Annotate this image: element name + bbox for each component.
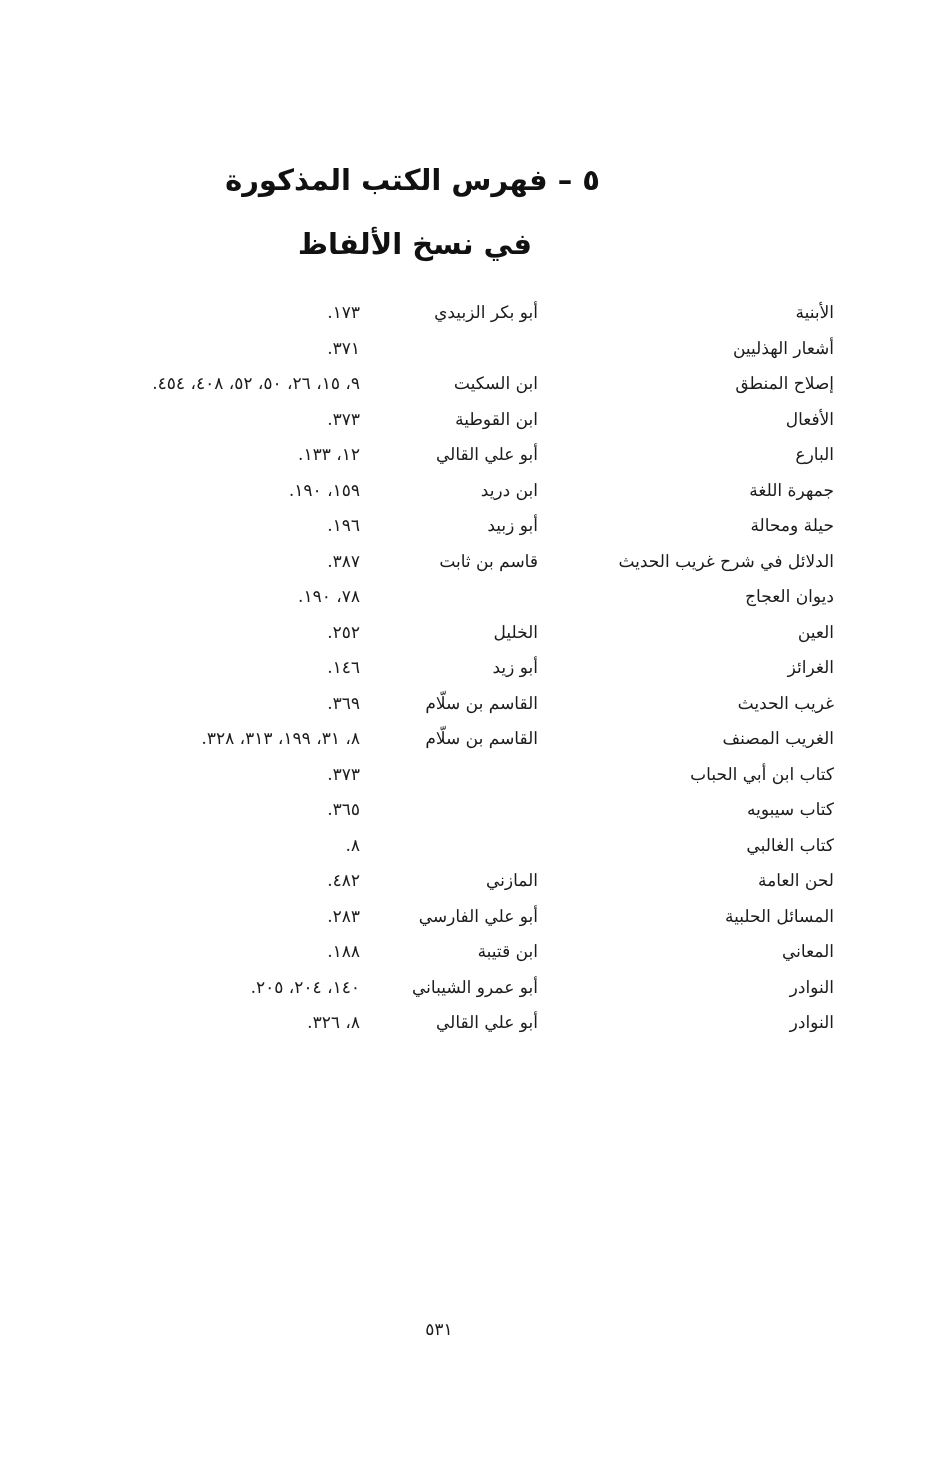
page-references: ١٤٠، ٢٠٤، ٢٠٥.	[250, 977, 360, 998]
book-author: أبو زبيد	[487, 516, 538, 536]
book-title: الأفعال	[785, 409, 834, 430]
page-references: ١٢، ١٣٣.	[298, 445, 360, 465]
book-title: المعاني	[781, 942, 834, 962]
book-title: البارع	[795, 445, 834, 465]
index-row	[0, 795, 938, 831]
page-references: ٣٦٩.	[327, 693, 360, 714]
index-row	[0, 902, 938, 938]
book-title: الغريب المصنف	[722, 729, 834, 749]
index-row	[0, 405, 938, 441]
book-author: الخليل	[493, 622, 538, 643]
index-row	[0, 1008, 938, 1044]
index-row	[0, 511, 938, 547]
page-references: ٢٨٣.	[327, 906, 360, 927]
book-title: الدلائل في شرح غريب الحديث	[618, 551, 834, 572]
index-row	[0, 582, 938, 618]
section-title: ٥ – فهرس الكتب المذكورة	[225, 163, 600, 197]
book-title: جمهرة اللغة	[749, 480, 834, 501]
book-author: قاسم بن ثابت	[439, 551, 538, 572]
book-title: كتاب سيبويه	[747, 800, 834, 820]
index-row	[0, 369, 938, 405]
page-references: ١٥٩، ١٩٠.	[288, 480, 360, 501]
page-references: ٧٨، ١٩٠.	[298, 587, 360, 607]
book-author: القاسم بن سلّام	[425, 729, 538, 749]
book-title: كتاب ابن أبي الحباب	[690, 764, 834, 785]
book-title: ديوان العجاج	[745, 587, 834, 607]
page-references: ٨، ٣٢٦.	[307, 1013, 360, 1033]
book-author: المازني	[485, 871, 538, 891]
index-row	[0, 440, 938, 476]
book-title: حيلة ومحالة	[750, 516, 834, 536]
page-references: ٣٨٧.	[327, 551, 360, 572]
index-row	[0, 618, 938, 654]
book-title: أشعار الهذليين	[732, 338, 834, 359]
page-number: ٥٣١	[425, 1320, 453, 1340]
book-author: أبو زيد	[492, 658, 538, 678]
page-references: ٨، ٣١، ١٩٩، ٣١٣، ٣٢٨.	[201, 729, 360, 749]
page-references: ١٤٦.	[327, 658, 360, 678]
book-title: الأبنية	[795, 303, 834, 323]
book-author: أبو علي الفارسي	[418, 906, 538, 927]
page-references: ٣٧٣.	[327, 764, 360, 785]
book-author: أبو علي القالي	[435, 1013, 538, 1033]
page-references: ١٨٨.	[327, 942, 360, 962]
index-row	[0, 724, 938, 760]
index-row	[0, 831, 938, 867]
book-author: ابن دريد	[480, 480, 538, 501]
book-title: لحن العامة	[757, 871, 834, 891]
book-title: العين	[797, 622, 834, 643]
book-author: القاسم بن سلّام	[425, 693, 538, 714]
section-subtitle: في نسخ الألفاظ	[297, 227, 532, 261]
page-references: ٢٥٢.	[327, 622, 360, 643]
page-references: ٣٦٥.	[327, 800, 360, 820]
book-title: إصلاح المنطق	[735, 374, 834, 394]
index-row	[0, 653, 938, 689]
index-row	[0, 689, 938, 725]
index-row	[0, 760, 938, 796]
index-entries	[0, 298, 938, 1044]
page-references: ١٧٣.	[327, 303, 360, 323]
book-author: أبو عمرو الشيباني	[411, 977, 538, 998]
page-references: ٤٨٢.	[327, 871, 360, 891]
page-references: ٨.	[345, 835, 360, 856]
page-references: ٣٧١.	[327, 338, 360, 359]
book-author: ابن القوطية	[455, 409, 538, 430]
index-row	[0, 937, 938, 973]
index-row	[0, 547, 938, 583]
index-row	[0, 476, 938, 512]
book-title: غريب الحديث	[737, 693, 834, 714]
book-title: النوادر	[789, 977, 834, 998]
book-title: كتاب الغالبي	[746, 835, 834, 856]
page-references: ١٩٦.	[327, 516, 360, 536]
page-references: ٩، ١٥، ٢٦، ٥٠، ٥٢، ٤٠٨، ٤٥٤.	[152, 374, 360, 394]
book-title: المسائل الحلبية	[725, 906, 834, 927]
book-author: ابن قتيبة	[477, 942, 538, 962]
book-author: أبو بكر الزبيدي	[434, 303, 538, 323]
book-author: ابن السكيت	[453, 374, 538, 394]
index-row	[0, 973, 938, 1009]
index-row	[0, 298, 938, 334]
page-references: ٣٧٣.	[327, 409, 360, 430]
index-row	[0, 334, 938, 370]
book-author: أبو علي القالي	[435, 445, 538, 465]
index-row	[0, 866, 938, 902]
book-title: النوادر	[789, 1013, 834, 1033]
book-title: الغرائز	[787, 658, 834, 678]
